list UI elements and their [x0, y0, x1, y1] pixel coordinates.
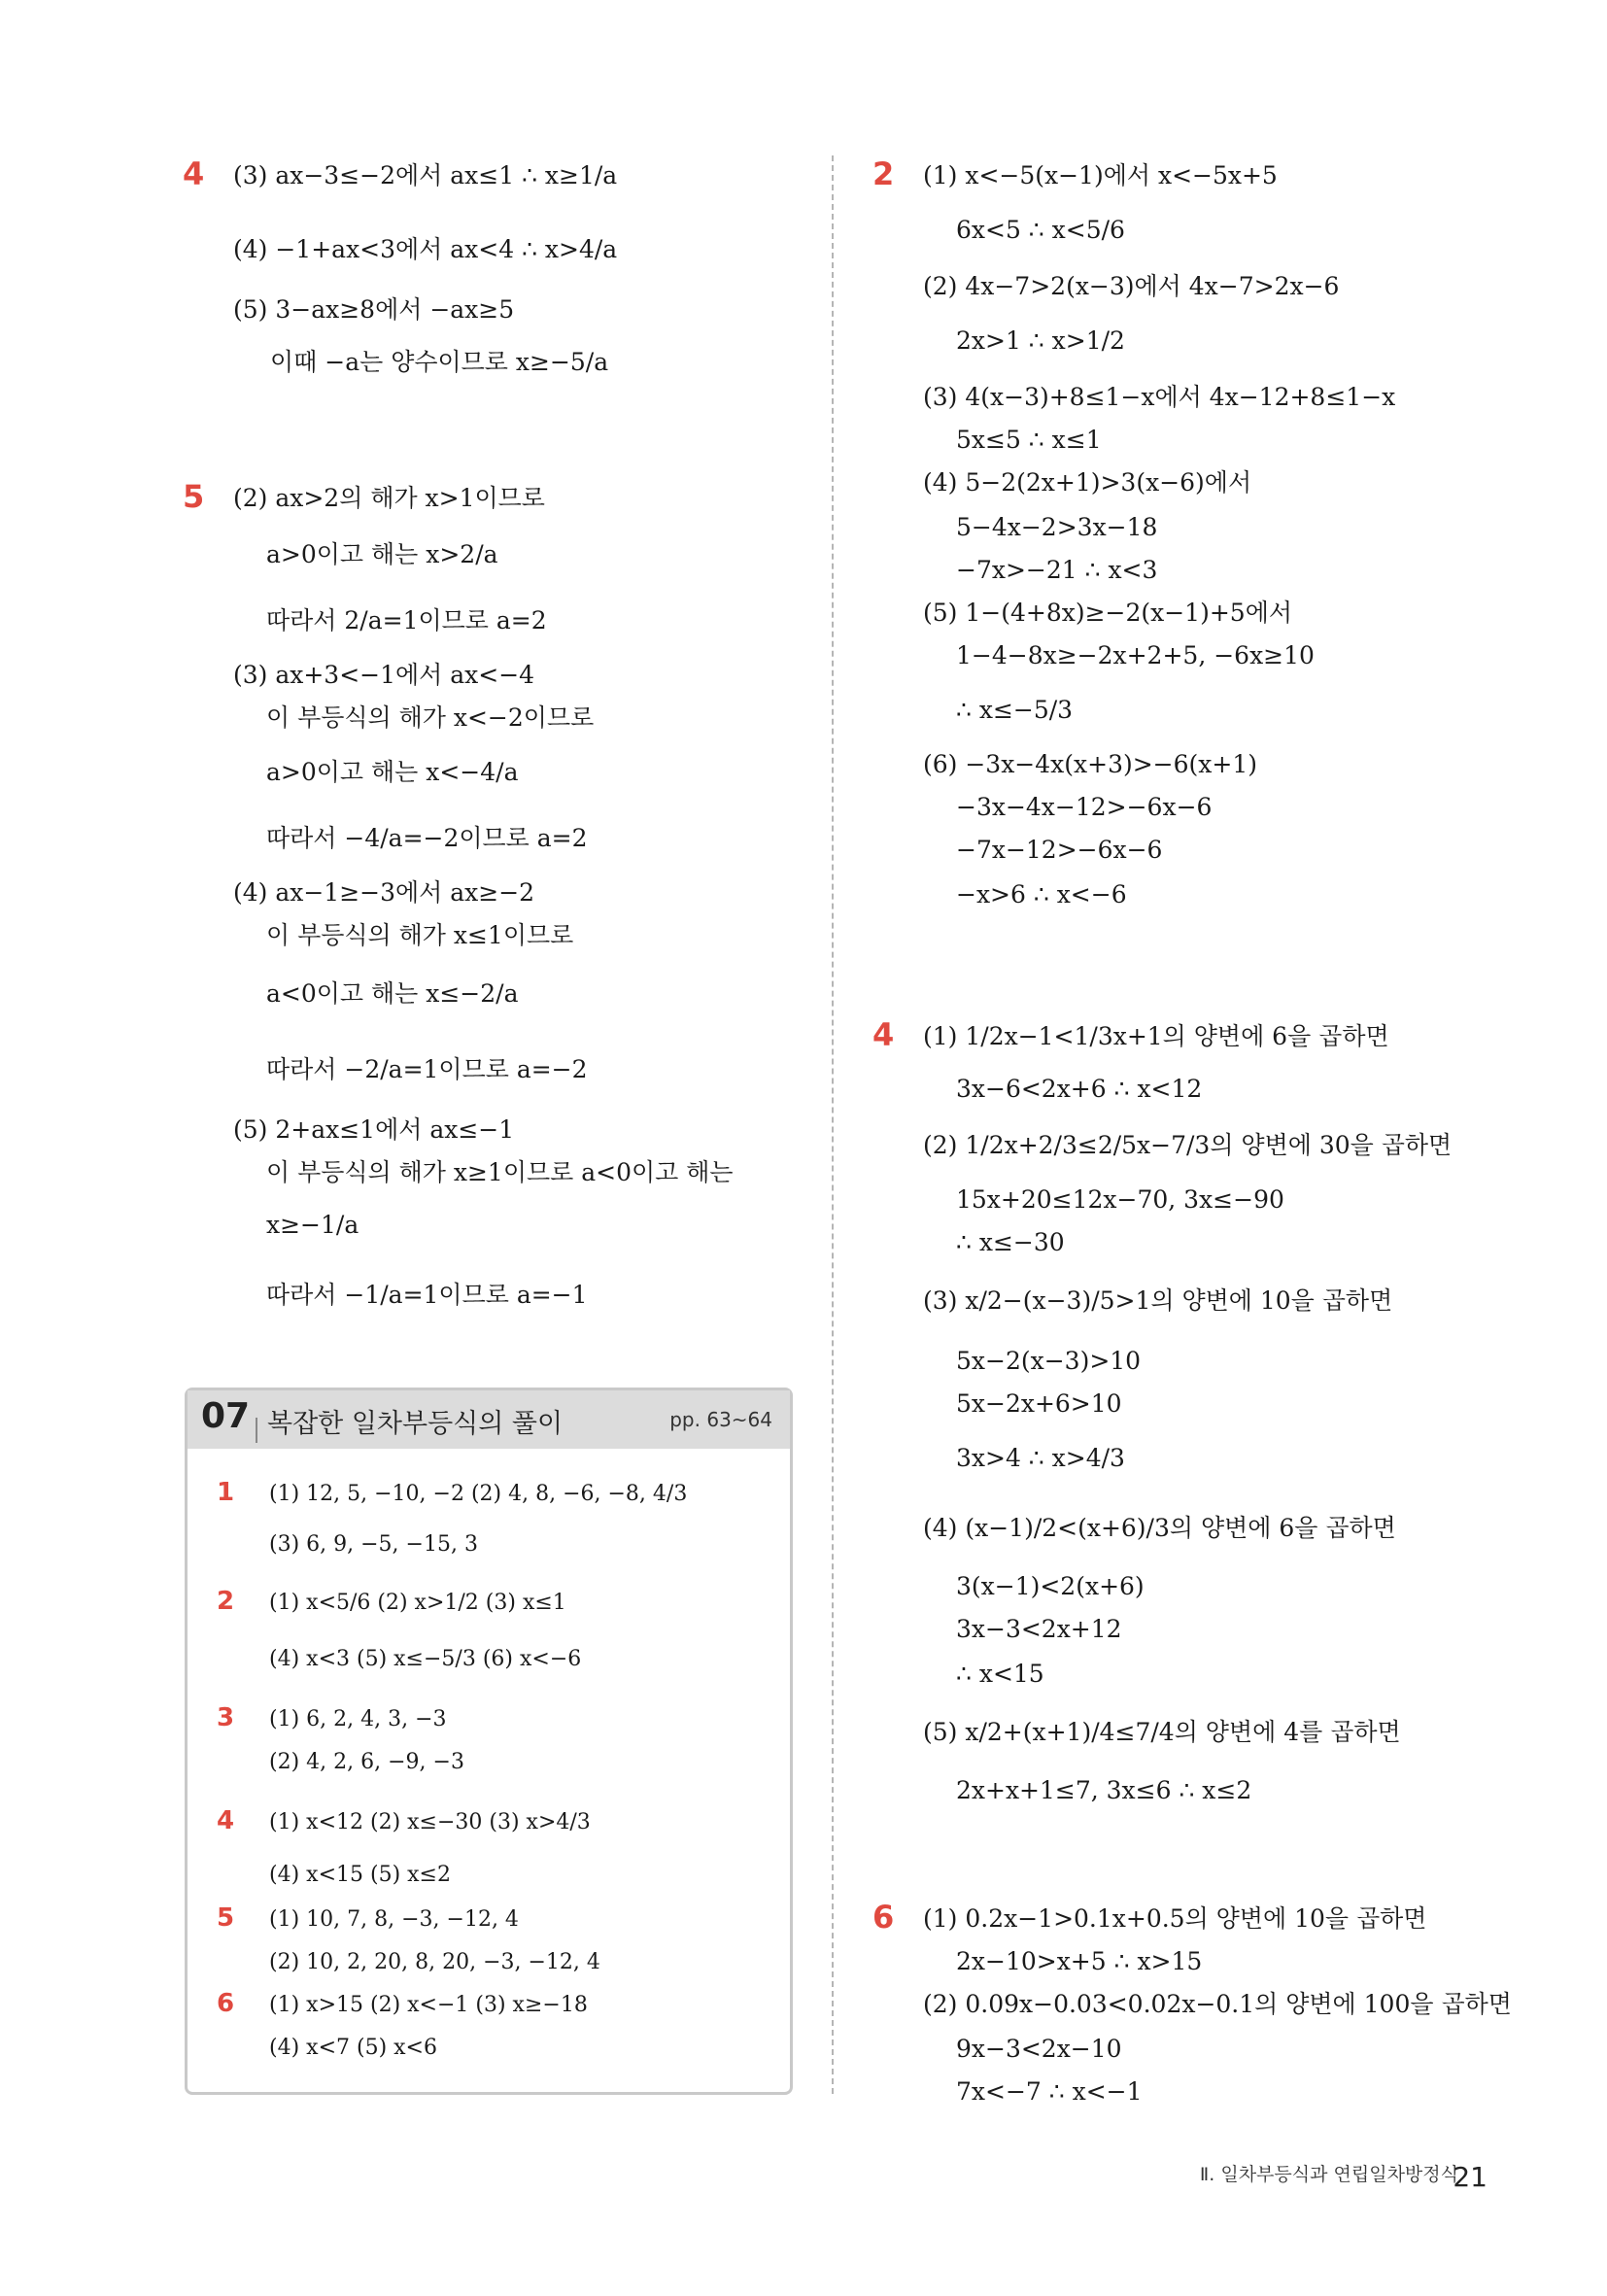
- solution-line: 5x−2x+6>10: [956, 1389, 1122, 1418]
- answer-line: (1) x<5/6 (2) x>1/2 (3) x≤1: [269, 1591, 566, 1615]
- answer-line: (2) 10, 2, 20, 8, 20, −3, −12, 4: [269, 1950, 600, 1974]
- header-divider: [256, 1418, 257, 1443]
- solution-line: (5) 1−(4+8x)≥−2(x−1)+5에서: [923, 599, 1292, 627]
- solution-line: 2x+x+1≤7, 3x≤6 ∴ x≤2: [956, 1776, 1252, 1804]
- solution-line: 이 부등식의 해가 x≤1이므로: [266, 921, 574, 949]
- solution-line: (5) x/2+(x+1)/4≤7/4의 양변에 4를 곱하면: [923, 1718, 1401, 1746]
- solution-line: 5x≤5 ∴ x≤1: [956, 426, 1102, 454]
- solution-line: (1) 0.2x−1>0.1x+0.5의 양변에 10을 곱하면: [923, 1904, 1427, 1933]
- solution-line: 1−4−8x≥−2x+2+5, −6x≥10: [956, 641, 1315, 669]
- solution-line: (2) 4x−7>2(x−3)에서 4x−7>2x−6: [923, 272, 1340, 300]
- footer-section-title: Ⅱ. 일차부등식과 연립일차방정식: [1199, 2164, 1458, 2185]
- solution-line: (3) 4(x−3)+8≤1−x에서 4x−12+8≤1−x: [923, 383, 1396, 411]
- solution-line: 3x>4 ∴ x>4/3: [956, 1444, 1125, 1472]
- solution-line: (3) x/2−(x−3)/5>1의 양변에 10을 곱하면: [923, 1286, 1393, 1315]
- solution-line: 15x+20≤12x−70, 3x≤−90: [956, 1185, 1284, 1214]
- solution-line: (6) −3x−4x(x+3)>−6(x+1): [923, 750, 1257, 778]
- solution-line: −7x−12>−6x−6: [956, 836, 1163, 864]
- solution-line: −3x−4x−12>−6x−6: [956, 793, 1213, 821]
- solution-line: −7x>−21 ∴ x<3: [956, 556, 1158, 584]
- summary-box: [185, 1388, 793, 2095]
- problem-number: 4: [872, 1016, 895, 1053]
- solution-line: 3x−6<2x+6 ∴ x<12: [956, 1075, 1203, 1103]
- solution-line: 따라서 −4/a=−2이므로 a=2: [266, 824, 588, 852]
- answer-number: 4: [217, 1806, 235, 1835]
- answer-line: (1) 10, 7, 8, −3, −12, 4: [269, 1907, 519, 1932]
- summary-box-header: [188, 1390, 790, 1449]
- problem-number: 2: [872, 155, 895, 192]
- solution-line: 따라서 2/a=1이므로 a=2: [266, 606, 547, 634]
- solution-line: 이 부등식의 해가 x≥1이므로 a<0이고 해는: [266, 1158, 734, 1186]
- solution-line: (5) 2+ax≤1에서 ax≤−1: [233, 1115, 515, 1144]
- answer-number: 3: [217, 1703, 235, 1732]
- solution-line: 이때 −a는 양수이므로 x≥−5/a: [270, 348, 609, 376]
- solution-line: (1) x<−5(x−1)에서 x<−5x+5: [923, 161, 1278, 189]
- page-number: 21: [1453, 2161, 1487, 2193]
- answer-number: 5: [217, 1903, 235, 1933]
- answer-line: (4) x<15 (5) x≤2: [269, 1863, 451, 1887]
- solution-line: 따라서 −2/a=1이므로 a=−2: [266, 1055, 588, 1083]
- section-title: 복잡한 일차부등식의 풀이: [267, 1409, 564, 1439]
- solution-line: (4) ax−1≥−3에서 ax≥−2: [233, 878, 535, 907]
- answer-line: (4) x<3 (5) x≤−5/3 (6) x<−6: [269, 1647, 582, 1671]
- solution-line: 2x−10>x+5 ∴ x>15: [956, 1947, 1203, 1975]
- solution-line: (2) 0.09x−0.03<0.02x−0.1의 양변에 100을 곱하면: [923, 1990, 1512, 2018]
- column-divider: [832, 155, 834, 2094]
- answer-line: (1) x>15 (2) x<−1 (3) x≥−18: [269, 1993, 588, 2017]
- page-range: pp. 63~64: [669, 1408, 772, 1431]
- solution-line: 3x−3<2x+12: [956, 1615, 1122, 1643]
- solution-line: (2) ax>2의 해가 x>1이므로: [233, 484, 545, 512]
- answer-number: 1: [217, 1478, 235, 1507]
- solution-line: 5−4x−2>3x−18: [956, 513, 1158, 541]
- solution-line: ∴ x≤−5/3: [956, 696, 1074, 724]
- answer-number: 6: [217, 1989, 235, 2018]
- answer-line: (4) x<7 (5) x<6: [269, 2036, 437, 2060]
- answer-line: (1) 6, 2, 4, 3, −3: [269, 1707, 447, 1731]
- solution-line: (1) 1/2x−1<1/3x+1의 양변에 6을 곱하면: [923, 1022, 1389, 1050]
- problem-number: 6: [872, 1899, 895, 1936]
- solution-line: 이 부등식의 해가 x<−2이므로: [266, 703, 595, 732]
- solution-line: (4) (x−1)/2<(x+6)/3의 양변에 6을 곱하면: [923, 1514, 1396, 1542]
- solution-line: x≥−1/a: [266, 1211, 359, 1239]
- solution-line: ∴ x<15: [956, 1660, 1044, 1688]
- answer-number: 2: [217, 1587, 235, 1616]
- solution-line: (4) 5−2(2x+1)>3(x−6)에서: [923, 468, 1252, 497]
- solution-line: (2) 1/2x+2/3≤2/5x−7/3의 양변에 30을 곱하면: [923, 1131, 1453, 1159]
- solution-line: (3) ax−3≤−2에서 ax≤1 ∴ x≥1/a: [233, 161, 618, 189]
- solution-line: 7x<−7 ∴ x<−1: [956, 2077, 1143, 2106]
- answer-line: (1) x<12 (2) x≤−30 (3) x>4/3: [269, 1810, 591, 1834]
- solution-line: (4) −1+ax<3에서 ax<4 ∴ x>4/a: [233, 235, 618, 263]
- section-number: 07: [201, 1396, 251, 1436]
- answer-line: (3) 6, 9, −5, −15, 3: [269, 1532, 478, 1557]
- solution-line: 5x−2(x−3)>10: [956, 1347, 1142, 1375]
- solution-line: −x>6 ∴ x<−6: [956, 880, 1127, 908]
- answer-line: (2) 4, 2, 6, −9, −3: [269, 1750, 464, 1774]
- solution-line: (3) ax+3<−1에서 ax<−4: [233, 661, 535, 689]
- problem-number: 4: [183, 155, 205, 192]
- solution-line: 3(x−1)<2(x+6): [956, 1572, 1145, 1600]
- problem-number: 5: [183, 478, 205, 515]
- solution-line: 9x−3<2x−10: [956, 2035, 1122, 2063]
- solution-line: (5) 3−ax≥8에서 −ax≥5: [233, 295, 515, 324]
- solution-line: a<0이고 해는 x≤−2/a: [266, 979, 519, 1008]
- solution-line: 2x>1 ∴ x>1/2: [956, 326, 1125, 355]
- answer-line: (1) 12, 5, −10, −2 (2) 4, 8, −6, −8, 4/3: [269, 1482, 688, 1506]
- solution-line: a>0이고 해는 x<−4/a: [266, 758, 519, 786]
- solution-line: a>0이고 해는 x>2/a: [266, 540, 498, 568]
- solution-line: 따라서 −1/a=1이므로 a=−1: [266, 1281, 588, 1309]
- solution-line: 6x<5 ∴ x<5/6: [956, 216, 1125, 244]
- solution-line: ∴ x≤−30: [956, 1228, 1065, 1256]
